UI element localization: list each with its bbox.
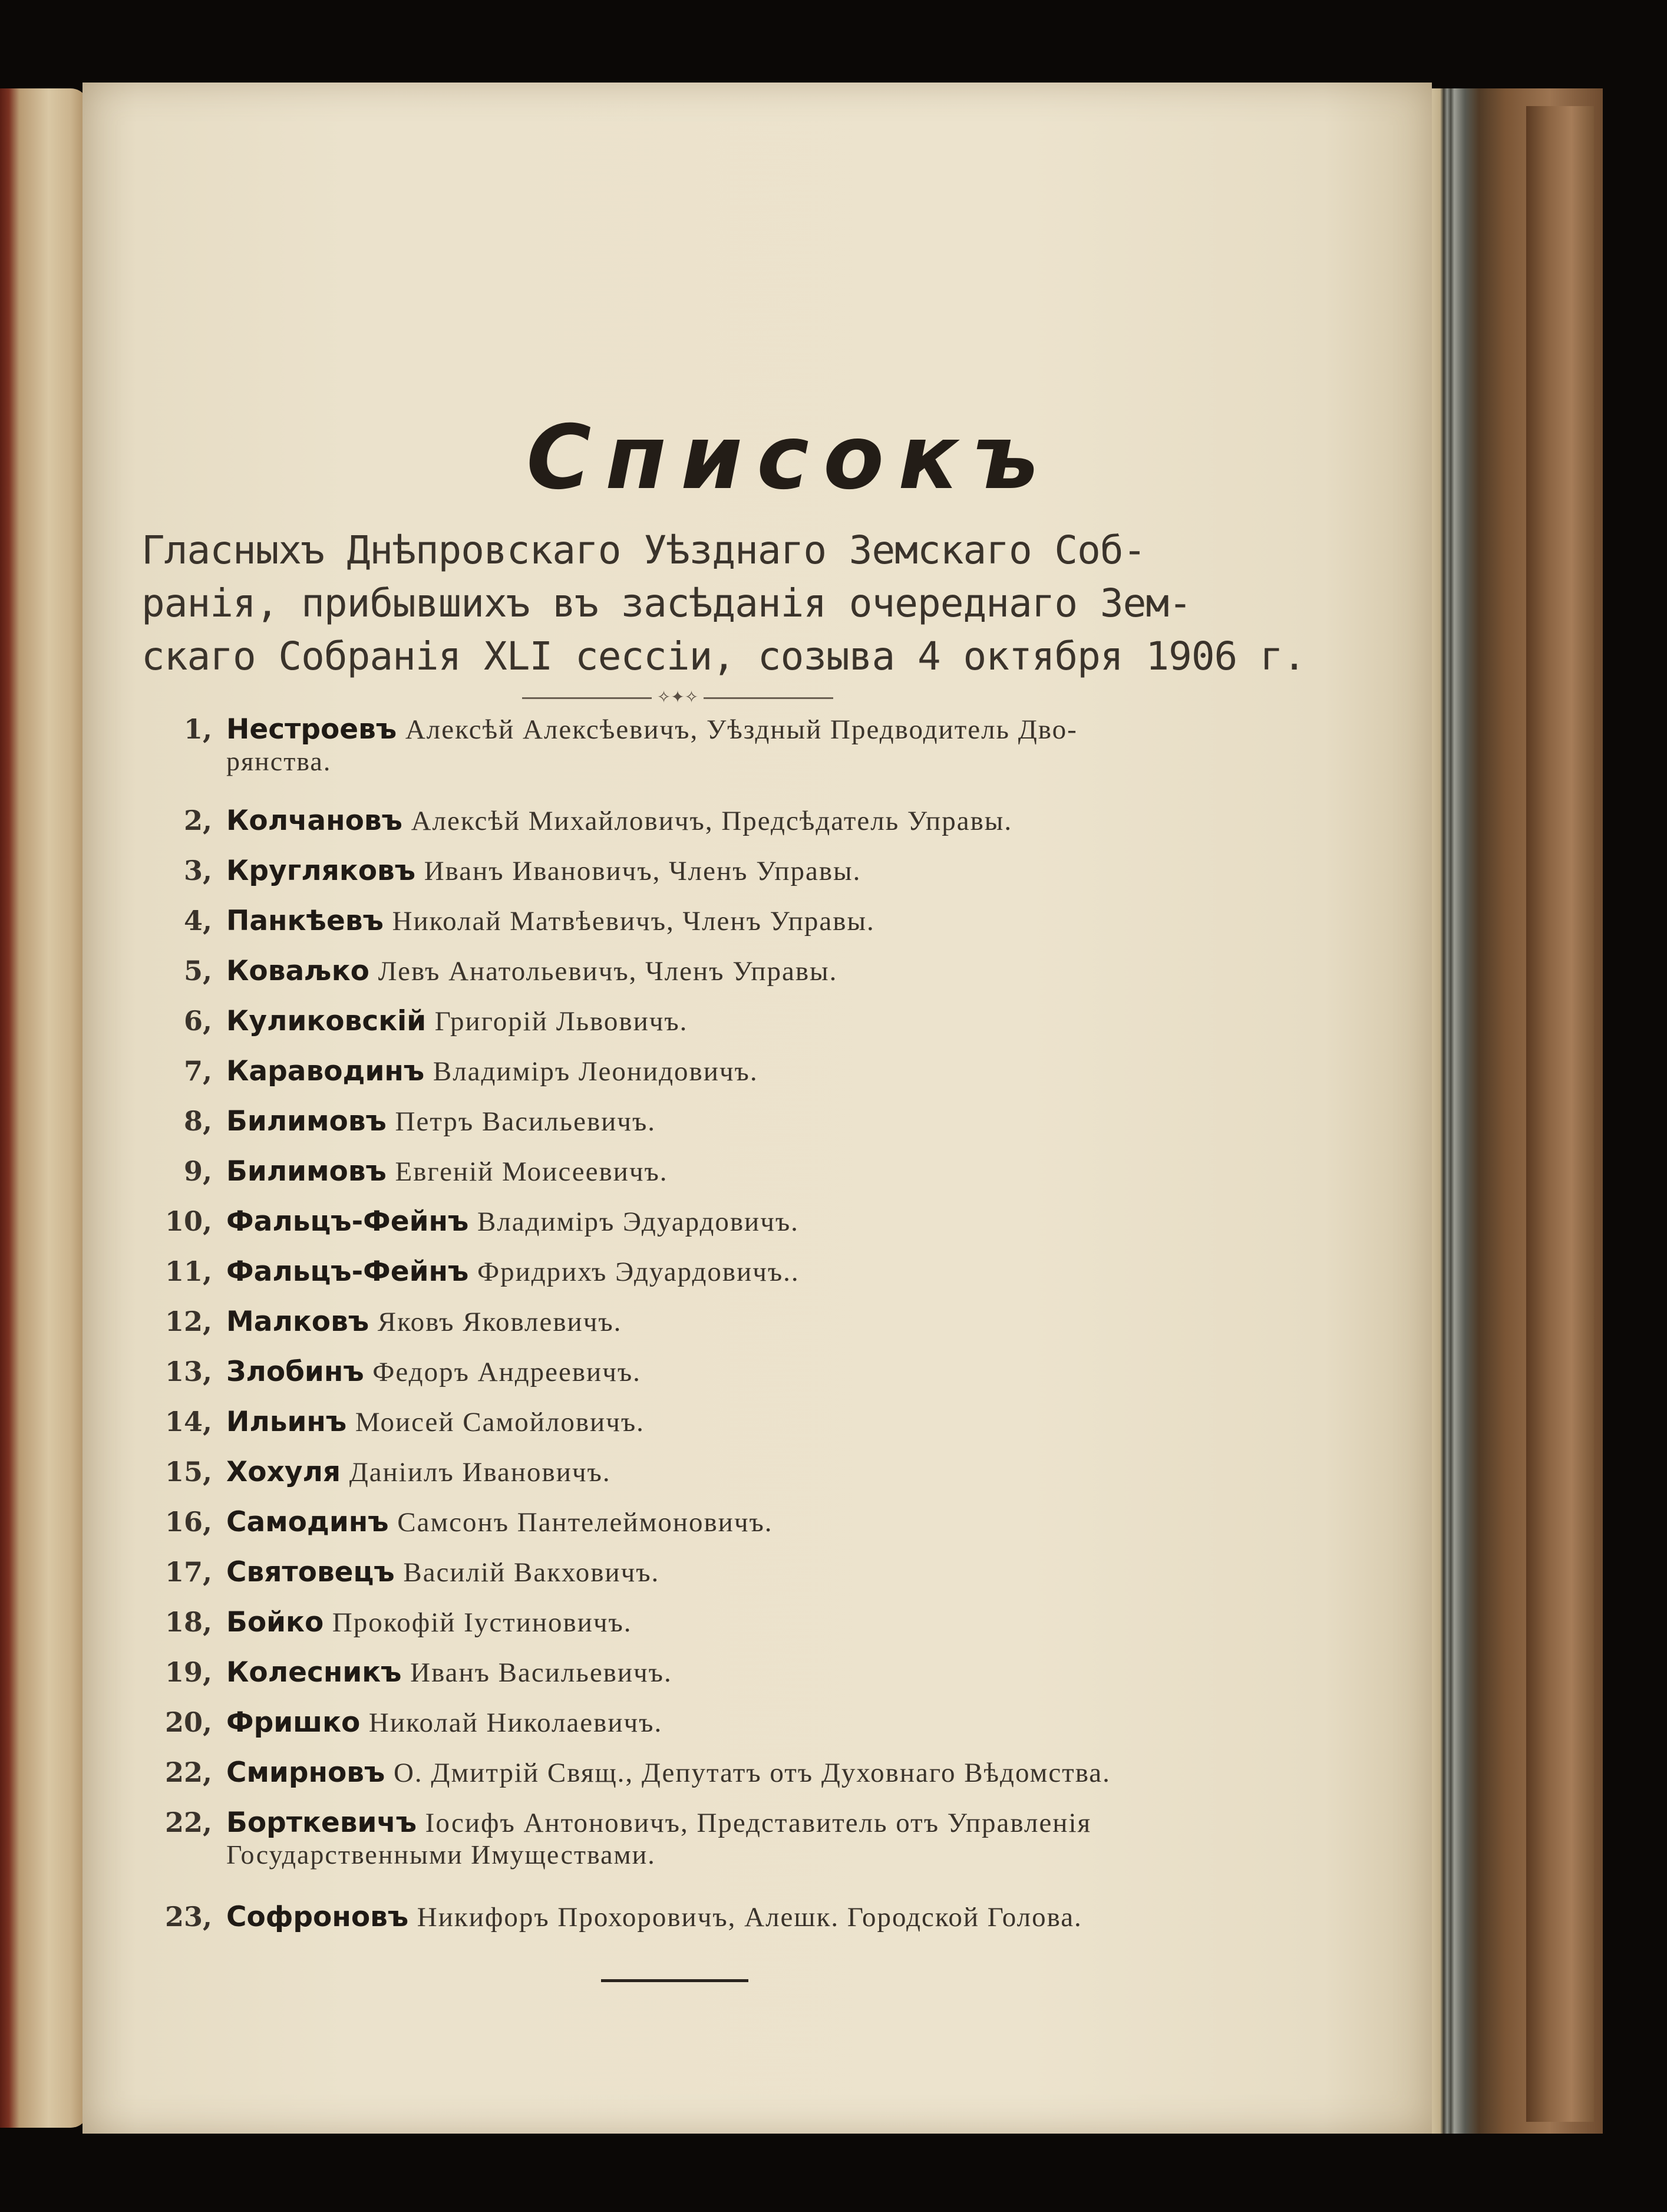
entry-surname: Колчановъ xyxy=(226,805,402,837)
list-item xyxy=(136,1806,1226,1870)
list-item xyxy=(136,1055,1226,1087)
entry-number: 4, xyxy=(183,905,212,937)
entry-surname: Самодинъ xyxy=(226,1506,389,1538)
divider-ornament: ✧✦✧ xyxy=(656,687,699,707)
entry-number: 22, xyxy=(164,1756,212,1788)
entry-number: 7, xyxy=(183,1055,212,1087)
entry-surname: Панкѣевъ xyxy=(226,905,384,937)
entry-details: Никифоръ Прохоровичъ, Алешк. Городской Голова. xyxy=(417,1902,1082,1933)
entry-number: 10, xyxy=(164,1205,212,1237)
entry-number: 19, xyxy=(164,1656,212,1688)
list-item xyxy=(136,855,1226,887)
entry-number: 22, xyxy=(164,1806,212,1838)
list-item xyxy=(136,1105,1226,1138)
entry-number: 16, xyxy=(164,1506,212,1538)
entry-details: Іосифъ Антоновичъ, Представитель отъ Управленія xyxy=(425,1808,1092,1838)
entry-surname: Фальцъ-Фейнъ xyxy=(226,1255,469,1288)
entry-number: 9, xyxy=(183,1155,212,1187)
entry-details: Петръ Васильевичъ. xyxy=(395,1106,656,1137)
entry-details: Иванъ Васильевичъ. xyxy=(410,1657,672,1688)
entry-details: Даніилъ Ивановичъ. xyxy=(349,1457,611,1488)
entry-surname: Фришко xyxy=(226,1706,361,1739)
entry-number: 20, xyxy=(164,1706,212,1738)
entry-details: Алексѣй Михайловичъ, Предсѣдатель Управы. xyxy=(411,806,1013,836)
entry-surname: Софроновъ xyxy=(226,1901,409,1933)
entry-number: 6, xyxy=(183,1005,212,1037)
entry-surname: Колесникъ xyxy=(226,1656,402,1689)
list-item xyxy=(136,1155,1226,1188)
list-item xyxy=(136,1356,1226,1388)
list-item xyxy=(136,1456,1226,1488)
entry-details: Самсонъ Пантелеймоновичъ. xyxy=(397,1507,773,1538)
entry-details: Евгеній Моисеевичъ. xyxy=(395,1156,668,1187)
list-item xyxy=(136,1406,1226,1438)
entry-number: 15, xyxy=(164,1456,212,1488)
entry-number: 17, xyxy=(164,1556,212,1588)
end-rule xyxy=(601,1979,748,1982)
entry-surname: Кругляковъ xyxy=(226,855,416,887)
entry-number: 18, xyxy=(164,1606,212,1638)
entry-details: Фридрихъ Эдуардовичъ.. xyxy=(477,1257,800,1287)
entry-surname: Ильинъ xyxy=(226,1406,347,1438)
page-title: Списокъ xyxy=(526,407,1053,509)
entry-surname: Смирновъ xyxy=(226,1756,385,1789)
entry-details: Владиміръ Леонидовичъ. xyxy=(433,1056,758,1087)
entry-number: 8, xyxy=(183,1105,212,1137)
entry-details: Алексѣй Алексѣевичъ, Уѣздный Предводитель Дво- xyxy=(405,714,1078,745)
entry-number: 12, xyxy=(164,1306,212,1337)
entry-surname: Борткевичъ xyxy=(226,1806,417,1839)
entry-surname: Куликовскій xyxy=(226,1005,427,1037)
list-item xyxy=(136,1556,1226,1588)
entry-number: 2, xyxy=(183,805,212,836)
entry-surname: Фальцъ-Фейнъ xyxy=(226,1205,469,1238)
list-item xyxy=(136,1606,1226,1639)
entry-surname: Караводинъ xyxy=(226,1055,425,1087)
entry-details: Владиміръ Эдуардовичъ. xyxy=(477,1206,799,1237)
list-item xyxy=(136,905,1226,937)
ornamental-divider xyxy=(454,688,902,706)
entry-number: 5, xyxy=(183,955,212,987)
subtitle-line-1: Гласныхъ Днѣпровскаго Уѣзднаго Земскаго Соб- xyxy=(141,528,1146,573)
entry-details: Левъ Анатольевичъ, Членъ Управы. xyxy=(378,956,838,987)
list-item xyxy=(136,713,1226,777)
list-item xyxy=(136,1901,1226,1933)
subtitle-line-3: скаго Собранія XLI сессіи, созыва 4 октября 1906 г. xyxy=(141,634,1306,679)
entry-number: 1, xyxy=(183,713,212,745)
divider-line-left xyxy=(522,697,652,699)
entry-details: Николай Матвѣевичъ, Членъ Управы. xyxy=(392,906,875,937)
entry-surname: Билимовъ xyxy=(226,1155,387,1188)
entry-continuation: Государственными Имуществами. xyxy=(226,1840,656,1870)
entry-number: 13, xyxy=(164,1356,212,1387)
entry-number: 23, xyxy=(164,1901,212,1933)
entry-details: Николай Николаевичъ. xyxy=(368,1707,663,1738)
list-item xyxy=(136,1205,1226,1238)
list-item xyxy=(136,1306,1226,1338)
list-item xyxy=(136,1656,1226,1689)
entry-surname: Малковъ xyxy=(226,1306,369,1338)
entry-continuation: рянства. xyxy=(226,746,332,776)
entry-surname: Злобинъ xyxy=(226,1356,364,1388)
list-item xyxy=(136,1255,1226,1288)
entry-surname: Нестроевъ xyxy=(226,713,397,746)
entry-details: Иванъ Ивановичъ, Членъ Управы. xyxy=(424,856,861,886)
subtitle-line-2: ранія, прибывшихъ въ засѣданія очереднаго Зем- xyxy=(141,581,1191,626)
entry-surname: Бойко xyxy=(226,1606,324,1639)
entry-details: Моисей Самойловичъ. xyxy=(355,1407,645,1438)
entry-details: Григорій Львовичъ. xyxy=(434,1006,688,1037)
entry-details: Федоръ Андреевичъ. xyxy=(372,1357,641,1387)
book-cover-board xyxy=(1526,106,1594,2122)
entry-surname: Коваљко xyxy=(226,955,369,987)
entry-details: Василій Вакховичъ. xyxy=(403,1557,660,1588)
divider-line-right xyxy=(704,697,833,699)
left-page-edge xyxy=(0,88,88,2128)
list-item xyxy=(136,805,1226,837)
list-item xyxy=(136,1756,1226,1789)
entry-details: Яковъ Яковлевичъ. xyxy=(377,1307,622,1337)
list-item xyxy=(136,1506,1226,1538)
entry-number: 11, xyxy=(164,1255,212,1287)
list-item xyxy=(136,955,1226,987)
list-item xyxy=(136,1005,1226,1037)
list-item xyxy=(136,1706,1226,1739)
entry-surname: Хохуля xyxy=(226,1456,341,1488)
entry-surname: Билимовъ xyxy=(226,1105,387,1138)
entry-number: 14, xyxy=(164,1406,212,1438)
entry-details: О. Дмитрій Свящ., Депутатъ отъ Духовнаго Вѣдомства. xyxy=(393,1758,1111,1788)
entry-number: 3, xyxy=(183,855,212,886)
entry-details: Прокофій Іустиновичъ. xyxy=(332,1607,632,1638)
entry-surname: Святовецъ xyxy=(226,1556,395,1588)
